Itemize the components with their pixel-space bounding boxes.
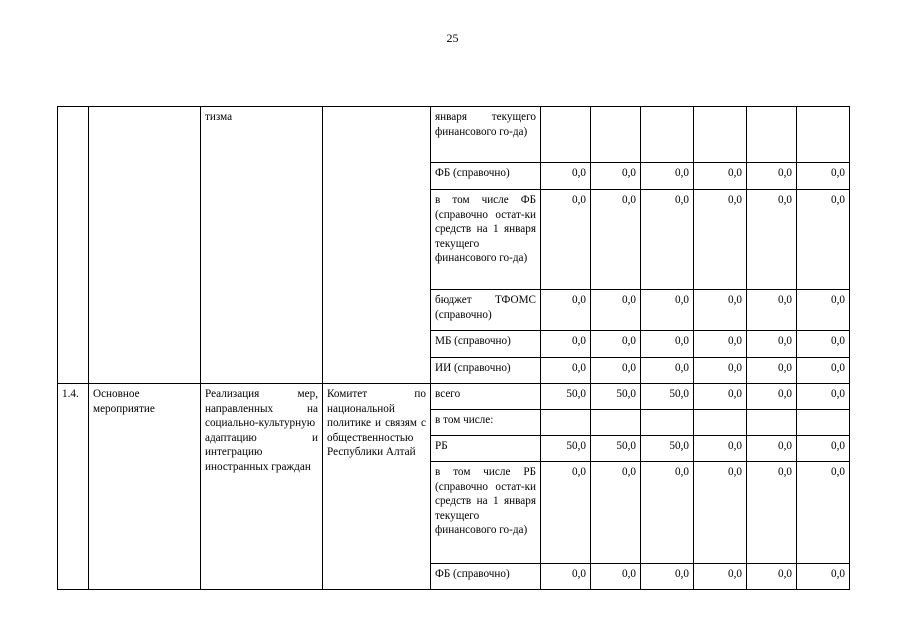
cell-value: 0,0 <box>694 436 747 462</box>
budget-table <box>57 106 850 590</box>
cell-number <box>58 107 89 384</box>
cell-value: 0,0 <box>591 462 641 564</box>
cell-value: 50,0 <box>641 384 694 410</box>
table-row <box>58 384 850 410</box>
cell-value: 50,0 <box>641 436 694 462</box>
cell-value: 0,0 <box>641 190 694 290</box>
cell-executor: Комитет по национальной политике и связям с общественностью Республики Алтай <box>323 384 431 590</box>
cell-value <box>641 107 694 163</box>
cell-value: 0,0 <box>591 564 641 590</box>
cell-source: всего <box>431 384 541 410</box>
cell-source: в том числе РБ (справочно остат-ки средств на 1 января текущего финансового го-да) <box>431 462 541 564</box>
cell-value <box>591 410 641 436</box>
cell-source: ИИ (справочно) <box>431 358 541 384</box>
cell-value: 0,0 <box>694 384 747 410</box>
cell-value: 0,0 <box>797 331 850 358</box>
cell-activity-name: Реализация мер, направленных на социально-культурную адаптацию и интеграцию иностранных граждан <box>201 384 323 590</box>
cell-value <box>694 107 747 163</box>
cell-value: 0,0 <box>641 462 694 564</box>
cell-value: 0,0 <box>541 564 591 590</box>
cell-value <box>747 107 797 163</box>
cell-value: 0,0 <box>641 163 694 190</box>
cell-source: в том числе ФБ (справочно остат-ки средств на 1 января текущего финансового го-да) <box>431 190 541 290</box>
cell-value: 0,0 <box>641 331 694 358</box>
cell-value: 50,0 <box>591 436 641 462</box>
cell-value: 0,0 <box>694 331 747 358</box>
cell-value: 0,0 <box>694 462 747 564</box>
cell-source: бюджет ТФОМС (справочно) <box>431 290 541 331</box>
cell-value: 0,0 <box>797 384 850 410</box>
cell-value: 0,0 <box>747 358 797 384</box>
cell-value: 0,0 <box>797 358 850 384</box>
cell-value: 0,0 <box>591 290 641 331</box>
cell-value: 0,0 <box>797 163 850 190</box>
cell-value: 0,0 <box>641 290 694 331</box>
cell-value: 0,0 <box>747 462 797 564</box>
cell-value: 0,0 <box>541 163 591 190</box>
cell-value <box>694 410 747 436</box>
cell-value: 0,0 <box>591 190 641 290</box>
cell-value: 0,0 <box>541 331 591 358</box>
cell-value: 0,0 <box>747 564 797 590</box>
cell-value <box>797 410 850 436</box>
cell-source: в том числе: <box>431 410 541 436</box>
cell-value <box>541 107 591 163</box>
cell-value: 0,0 <box>541 358 591 384</box>
cell-value <box>541 410 591 436</box>
cell-value <box>641 410 694 436</box>
cell-number: 1.4. <box>58 384 89 590</box>
cell-activity-type: Основное мероприятие <box>89 384 201 590</box>
cell-value: 0,0 <box>797 564 850 590</box>
cell-value: 0,0 <box>541 190 591 290</box>
cell-source: января текущего финансового го-да) <box>431 107 541 163</box>
cell-executor <box>323 107 431 384</box>
cell-value: 0,0 <box>747 436 797 462</box>
cell-activity-name: тизма <box>201 107 323 384</box>
cell-value: 0,0 <box>641 358 694 384</box>
cell-value: 0,0 <box>797 462 850 564</box>
cell-value: 0,0 <box>747 190 797 290</box>
cell-source: РБ <box>431 436 541 462</box>
table-row <box>58 107 850 163</box>
cell-value: 0,0 <box>747 331 797 358</box>
cell-source: ФБ (справочно) <box>431 163 541 190</box>
cell-value <box>747 410 797 436</box>
cell-value: 50,0 <box>541 436 591 462</box>
cell-value: 0,0 <box>591 331 641 358</box>
cell-value: 0,0 <box>797 436 850 462</box>
page-number: 25 <box>446 31 459 45</box>
cell-value: 0,0 <box>694 564 747 590</box>
cell-value: 0,0 <box>747 384 797 410</box>
cell-value <box>797 107 850 163</box>
cell-source: ФБ (справочно) <box>431 564 541 590</box>
cell-value: 50,0 <box>541 384 591 410</box>
cell-source: МБ (справочно) <box>431 331 541 358</box>
cell-value: 0,0 <box>591 358 641 384</box>
cell-value <box>591 107 641 163</box>
cell-value: 0,0 <box>694 358 747 384</box>
cell-value: 50,0 <box>591 384 641 410</box>
cell-value: 0,0 <box>747 290 797 331</box>
cell-value: 0,0 <box>541 462 591 564</box>
cell-value: 0,0 <box>641 564 694 590</box>
cell-value: 0,0 <box>797 190 850 290</box>
cell-activity-type <box>89 107 201 384</box>
cell-value: 0,0 <box>591 163 641 190</box>
cell-value: 0,0 <box>694 163 747 190</box>
cell-value: 0,0 <box>747 163 797 190</box>
cell-value: 0,0 <box>797 290 850 331</box>
cell-value: 0,0 <box>541 290 591 331</box>
cell-value: 0,0 <box>694 290 747 331</box>
cell-value: 0,0 <box>694 190 747 290</box>
